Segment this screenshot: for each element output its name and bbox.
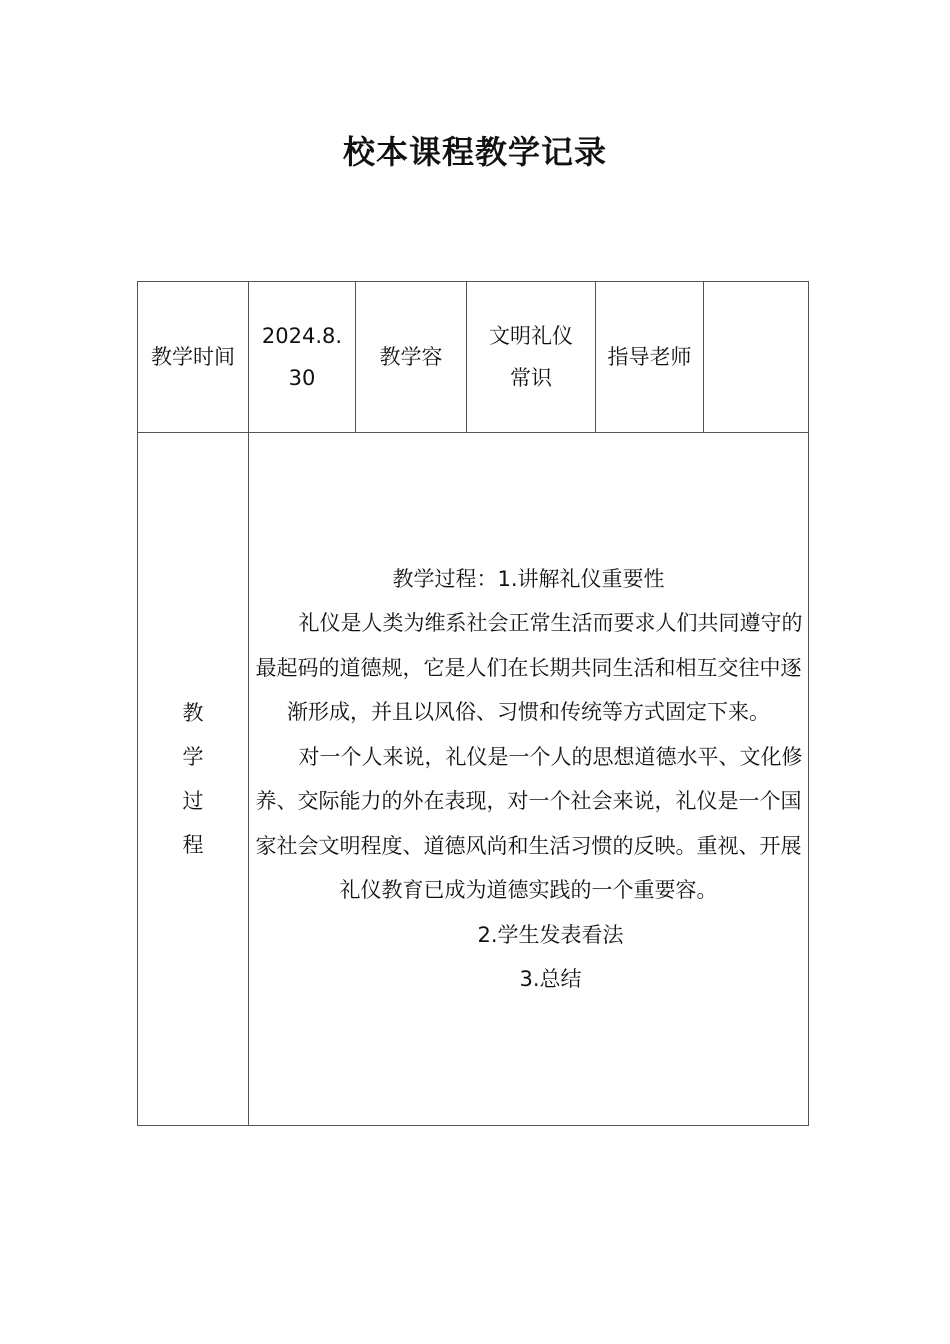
process-paragraph-1: 礼仪是人类为维系社会正常生活而要求人们共同遵守的最起码的道德规，它是人们在长期共同生活和相互交往中逐渐形成，并且以风俗、习惯和传统等方式固定下来。: [255, 611, 803, 724]
process-label-char: 学: [182, 745, 204, 769]
process-content-cell: [249, 433, 809, 1126]
teaching-time-text: 2024.8.30: [261, 324, 343, 390]
teaching-content-text: 文明礼仪常识: [489, 324, 573, 390]
teacher-label: 指导老师: [596, 282, 704, 433]
teaching-record-table: [137, 281, 809, 1126]
process-intro: 教学过程：1.讲解礼仪重要性: [392, 566, 665, 591]
header-row: [138, 282, 809, 433]
process-label-char: 教: [182, 701, 204, 725]
process-label-char: 程: [182, 833, 204, 857]
teaching-content-value: [467, 282, 596, 433]
process-step-2: 2.学生发表看法: [477, 922, 624, 947]
process-label: [138, 691, 248, 867]
process-label-cell: [138, 433, 249, 1126]
process-row: [138, 433, 809, 1126]
process-step-3: 3.总结: [519, 967, 582, 991]
teaching-time-value: [249, 282, 356, 433]
process-paragraph-2: 对一个人来说，礼仪是一个人的思想道德水平、文化修养、交际能力的外在表现，对一个社会来说，礼仪是一个国家社会文明程度、道德风尚和生活习惯的反映。重视、开展礼仪教育已成为道德实践的一个重要容。: [255, 744, 803, 902]
teaching-content-label: 教学容: [356, 282, 467, 433]
page-title: 校本课程教学记录: [342, 133, 607, 171]
teaching-time-label: 教学时间: [138, 282, 249, 433]
process-label-char: 过: [182, 789, 204, 813]
teacher-value: [704, 282, 809, 433]
